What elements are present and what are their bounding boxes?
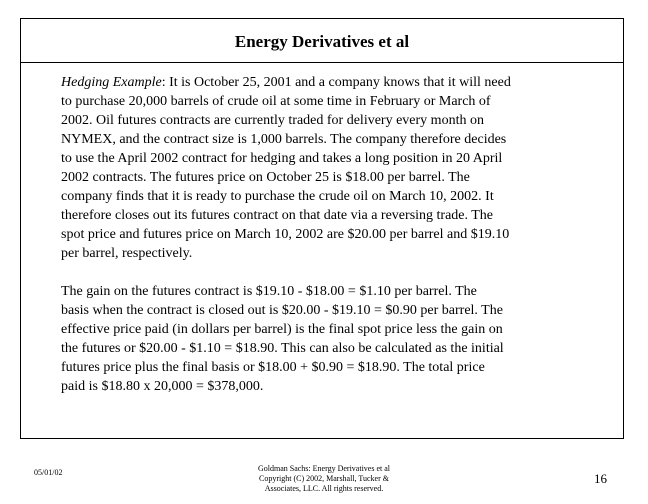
page-number: 16 — [594, 471, 607, 486]
hedging-example-label: Hedging Example — [61, 75, 162, 90]
paragraph-line: company finds that it is ready to purchase the crude oil on March 10, 2002. It — [61, 189, 494, 204]
gain-calculation-paragraph — [61, 282, 601, 396]
footer-copyright — [200, 464, 448, 494]
paragraph-line: therefore closes out its futures contract on that date via a reversing trade. The — [61, 208, 494, 223]
paragraph-line: the futures or $20.00 - $1.10 = $18.90. This can also be calculated as the initial — [61, 341, 504, 356]
footer-date: 05/01/02 — [34, 468, 63, 477]
paragraph-line: NYMEX, and the contract size is 1,000 barrels. The company therefore decides — [61, 132, 507, 147]
title-bar — [21, 19, 623, 63]
paragraph-line: to use the April 2002 contract for hedging and takes a long position in 20 April — [61, 151, 503, 166]
paragraph-line: 2002 contracts. The futures price on October 25 is $18.00 per barrel. The — [61, 170, 470, 185]
slide-title: Energy Derivatives et al — [234, 32, 410, 51]
paragraph-line: spot price and futures price on March 10, 2002 are $20.00 per barrel and $19.10 — [61, 227, 510, 242]
paragraph-line-text: : It is October 25, 2001 and a company knows that it will need — [161, 75, 511, 90]
slide-body — [61, 73, 601, 396]
paragraph-line: basis when the contract is closed out is $20.00 - $19.10 = $0.90 per barrel. The — [61, 303, 503, 318]
paragraph-line: per barrel, respectively. — [61, 246, 193, 261]
copyright-line: Goldman Sachs: Energy Derivatives et al — [257, 464, 391, 473]
paragraph-line: paid is $18.80 x 20,000 = $378,000. — [61, 379, 264, 394]
paragraph-line — [61, 73, 601, 92]
paragraph-line: The gain on the futures contract is $19.10 - $18.00 = $1.10 per barrel. The — [61, 284, 477, 299]
paragraph-line: futures price plus the final basis or $18.00 + $0.90 = $18.90. The total price — [61, 360, 485, 375]
hedging-example-paragraph — [61, 73, 601, 263]
paragraph-line: effective price paid (in dollars per barrel) is the final spot price less the gain on — [61, 322, 503, 337]
paragraph-line: 2002. Oil futures contracts are currently traded for delivery every month on — [61, 113, 484, 128]
copyright-line: Copyright (C) 2002, Marshall, Tucker & — [259, 474, 389, 483]
paragraph-line: to purchase 20,000 barrels of crude oil at some time in February or March of — [61, 94, 491, 109]
copyright-line: Associates, LLC. All rights reserved. — [264, 484, 384, 493]
